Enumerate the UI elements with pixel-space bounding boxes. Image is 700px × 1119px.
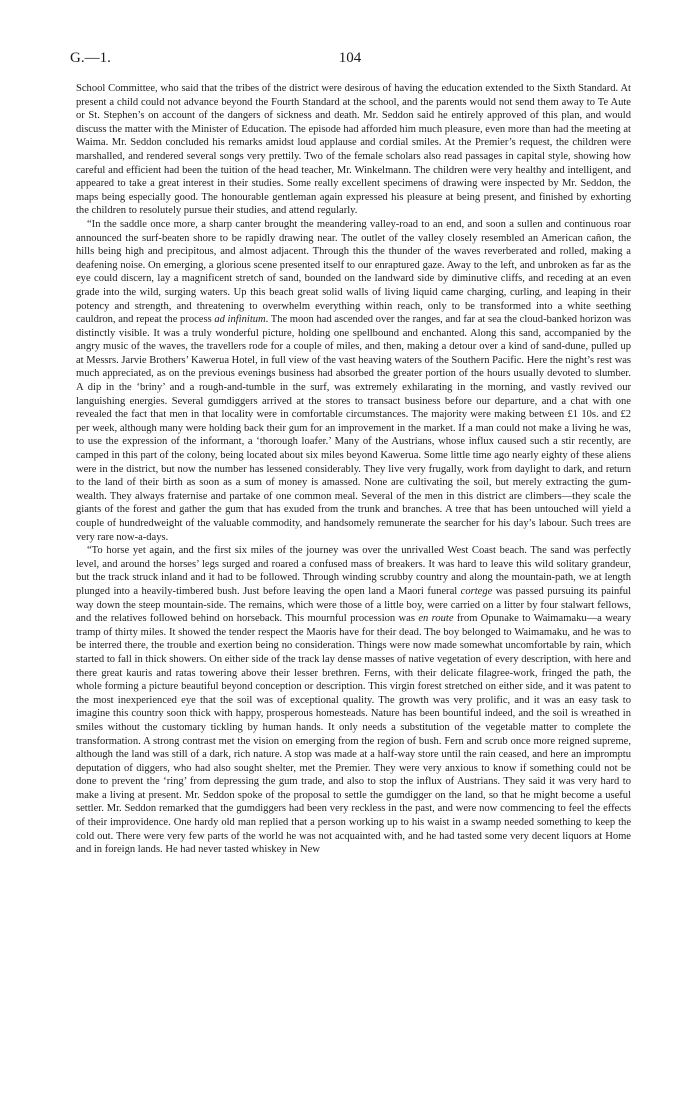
- page-number: 104: [338, 50, 362, 66]
- paragraph-text: was passed pursuing its painful way down the steep mountain-side. The remains, which were those of a little boy, were carried on a litter by four stalwart fellows, and the relatives followed behind on horseback. This mournful procession was: [76, 585, 631, 625]
- italic-phrase: cortege: [460, 585, 493, 597]
- paragraph-text: “In the saddle once more, a sharp canter brought the meandering valley-road to an end, and soon a sullen and continuous roar announced the surf-beaten shore to be rapidly drawing near. The outlet of the valley closely resembled an American cañon, the hills being high and precipitous, and almost adjacent. Through this the thunder of the waves reverberated and rolled, making a deafening noise. On emerging, a glorious scene presented itself to our enraptured gaze. Away to the left, and unbroken as far as the eye could discern, lay a magnificent stretch of sand, bounded on the landward side by diminutive cliffs, and receding at an even grade into the wild, surging waters. Up this beach great solid walls of living liquid came charging, curling, and leaping in their potency and strength, and threatening to overwhelm everything within reach, only to be transformed into a white seething cauldron, and repeat the process: [76, 218, 631, 326]
- paragraph-text: . The moon had ascended over the ranges, and far at sea the cloud-banked horizon was distinctly visible. It was a truly wonderful picture, holding one spellbound and enchanted. Along this sand, accompanied by the angry music of the waves, the travellers rode for a couple of miles, and then, making a detour over a kind of sand-dune, pulled up at Messrs. Jarvie Brothers’ Kawerua Hotel, in full view of the vast heaving waters of the Southern Pacific. Here the night’s rest was much appreciated, as on the previous evenings business had absorbed the greater portion of the hours usually devoted to slumber. A dip in the ‘briny’ and a rough-and-tumble in the surf, was extremely exhilarating in the morning, and vastly revived our languishing energies. Several gumdiggers arrived at the stores to transact business before our departure, and a chat with one revealed the fact that men in that locality were in comfortable circumstances. The majority were making between £1 10s. and £2 per week, although many were holding back their gum for an improvement in the market. If a man could not make a living he was, to use the expression of the informant, a ‘thorough loafer.’ Many of the Austrians, whose influx caused such a stir recently, are camped in this part of the colony, being located about six miles beyond Kawerua. Some little time ago nearly eighty of these aliens were in the district, but now the number has lessened considerably. They live very frugally, work from daylight to dark, and return to the land of their birth as soon as a sum of money is amassed. None are cultivating the soil, but merely extracting the gum-wealth. They always fraternise and partake of one common meal. Several of the men in this district are climbers—they scale the giants of the forest and gather the gum that has exuded from the trunk and branches. A tree that has been untouched will yield a couple of hundredweight of the valuable commodity, and handsomely remunerate the searcher for his day’s labour. Such trees are very rare now-a-days.: [76, 314, 631, 543]
- paragraph-text: from Opunake to Waimamaku—a weary tramp of thirty miles. It showed the tender respect the Maoris have for their dead. The boy belonged to Waimamaku, and he was to be interred there, the trouble and exertion being no consideration. Things were now made somewhat uncomfortable by rain, which started to fall in thick showers. On either side of the track lay dense masses of native vegetation of every description, with here and there great kauris and ratas towering above their lesser brethren. Ferns, with their delicate filagree-work, fringed the path, the whole forming a picture beautiful beyond conception or description. This virgin forest stretched on either side, and it was patent to the most inexperienced eye that the soil was of exceptional quality. The growth was very prolific, and it was an easy task to imagine this country soon thick with happy, prosperous homesteads. Nature has been bountiful indeed, and the soil is wreathed in smiles without the customary tickling by human hands. It only needs a substitution of the vegetable matter to complete the transformation. A strong contrast met the vision on emerging from the region of bush. Fern and scrub once more reigned supreme, although the land was still of a dark, rich nature. A stop was made at a half-way store until the rain ceased, and here an impromptu deputation of diggers, who had also sought shelter, met the Premier. They were very anxious to know if something could not be done to prevent the ‘ring’ from depressing the gum trade, and also to stop the influx of Austrians. They said it was very hard to make a living at present. Mr. Seddon spoke of the proposal to settle the gumdigger on the land, so that he might become a useful settler. Mr. Seddon remarked that the gumdiggers had been very reckless in the past, and were now commencing to feel the effects of their improvidence. One hardy old man replied that a person working up to his waist in a swamp needed something to keep the cold out. There were very few parts of the world he was not acquainted with, and he had tasted some very decent liquors at Home and in foreign lands. He had never tasted whiskey in New: [76, 613, 631, 856]
- document-reference: G.—1.: [70, 50, 111, 66]
- italic-phrase: ad infinitum: [214, 314, 266, 326]
- italic-phrase: en route: [418, 613, 454, 625]
- body-paragraph: [76, 218, 631, 544]
- body-paragraph: [76, 544, 631, 857]
- body-paragraph: [76, 82, 631, 218]
- page-body: [76, 82, 631, 857]
- paragraph-text: “To horse yet again, and the first six miles of the journey was over the unrivalled West Coast beach. The sand was perfectly level, and around the horses’ legs surged and roared a confused mass of breakers. It was hard to leave this wild solitary grandeur, but the track struck inland and it had to be followed. Through winding scrubby country and along the mountain-path, we at length plunged into a heavily-timbered bush. Just before leaving the open land a Maori funeral: [76, 545, 631, 597]
- page-header: [70, 50, 630, 72]
- paragraph-text: School Committee, who said that the tribes of the district were desirous of having the education extended to the Sixth Standard. At present a child could not advance beyond the Fourth Standard at the school, and the parents would not send them away to Te Aute or St. Stephen’s on account of the dangers of sickness and death. Mr. Seddon said he entirely approved of this plan, and would discuss the matter with the Minister of Education. The episode had afforded him much pleasure, even more than had the meeting at Waima. Mr. Seddon concluded his remarks amidst loud applause and cordial smiles. At the Premier’s request, the children were marshalled, and rendered several songs very prettily. Two of the female scholars also read passages in capital style, showing how careful and efficient had been the tuition of the head teacher, Mr. Winkelmann. The children were very healthy and intelligent, and appeared to take a great interest in their studies. Some really excellent specimens of drawing were inspected by Mr. Seddon, the maps being especially good. The honourable gentleman again expressed his pleasure at being present, and finished by exhorting the children to resolutely pursue their studies, and attend regularly.: [76, 83, 631, 217]
